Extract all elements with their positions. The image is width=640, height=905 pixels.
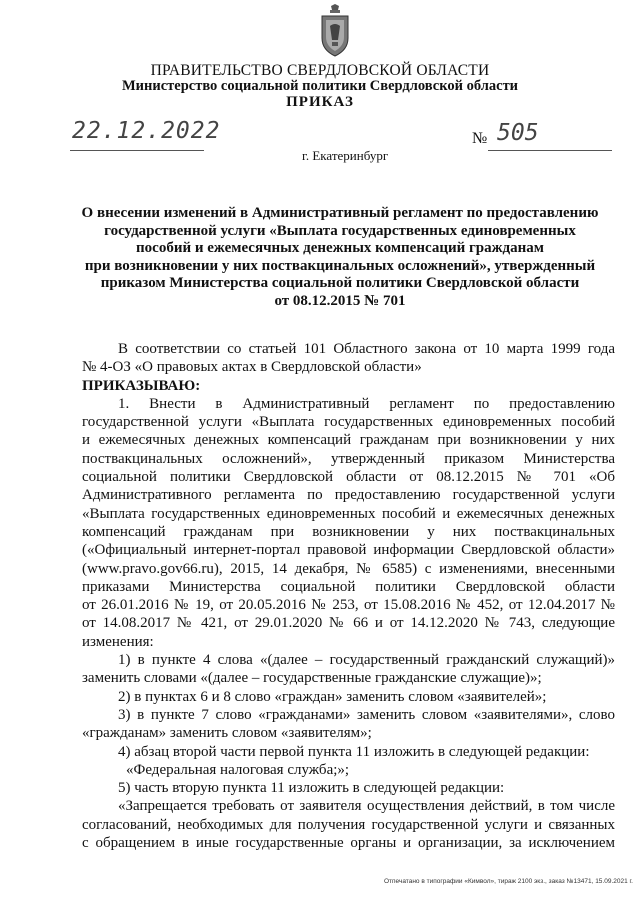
order-word: ПРИКАЗЫВАЮ: bbox=[82, 377, 201, 394]
subitem-line: «гражданам» заменить словом «заявителям»; bbox=[82, 725, 372, 742]
print-footer: Отпечатано в типографии «Кимвол», тираж 2100 экз., заказ №13471, 15.09.2021 г. bbox=[384, 878, 633, 885]
subitem-text: «Запрещается требовать от заявителя осуществления действий, в том числе bbox=[118, 798, 615, 815]
number-sign: № bbox=[472, 130, 488, 147]
number-underline bbox=[488, 150, 612, 151]
order-number: 505 bbox=[497, 120, 539, 146]
document-body bbox=[82, 340, 615, 852]
order-date: 22.12.2022 bbox=[72, 118, 221, 144]
title-line: приказом Министерства социальной политики Свердловской области bbox=[100, 275, 580, 291]
subitem-line: 2) в пунктах 6 и 8 слово «граждан» заменить словом «заявителей»; bbox=[118, 688, 547, 705]
preamble-line: № 4-ОЗ «О правовых актах в Свердловской области» bbox=[82, 359, 422, 376]
item1-line: 1. Внести в Административный регламент по предоставлению bbox=[118, 395, 615, 412]
subitem-line: заменить словами «(далее – государственные гражданские служащие)»; bbox=[82, 670, 542, 687]
subitem-line: 1) в пункте 4 слова «(далее – государственный гражданский служащий)» bbox=[118, 652, 615, 669]
subitem-line: 4) абзац второй части первой пункта 11 изложить в следующей редакции: bbox=[118, 743, 590, 760]
title-line: О внесении изменений в Административный регламент по предоставлению bbox=[81, 205, 599, 221]
preamble-line: В соответствии со статьей 101 Областного закона от 10 марта 1999 года bbox=[118, 341, 615, 357]
subitem-line: 3) в пункте 7 слово «гражданами» заменить словом «заявителями», слово bbox=[118, 706, 615, 723]
subitem-text: согласований, необходимых для получения государственной услуги и связанных bbox=[82, 816, 615, 833]
item1-line: («Официальный интернет-портал правовой информации Свердловской области» bbox=[82, 542, 615, 559]
title-line: при возникновении у них поствакцинальных осложнений», утвержденный bbox=[84, 257, 596, 274]
date-underline bbox=[70, 150, 204, 151]
item1-line: компенсаций гражданам при возникновении у них поствакцинальных bbox=[82, 523, 615, 540]
coat-of-arms-icon bbox=[318, 4, 352, 58]
title-line: государственной услуги «Выплата государственных единовременных bbox=[104, 222, 576, 239]
document-type: ПРИКАЗ bbox=[286, 94, 354, 110]
city: г. Екатеринбург bbox=[302, 148, 389, 163]
item1-line: приказами Министерства социальной политики Свердловской области bbox=[82, 578, 615, 595]
title-line: пособий и ежемесячных денежных компенсаций гражданам bbox=[136, 240, 544, 256]
item1-line: «Выплата государственных единовременных пособий и ежемесячных денежных bbox=[82, 505, 615, 522]
item1-line: поствакцинальных осложнений», утвержденный приказом Министерства bbox=[82, 450, 615, 467]
ministry-name: Министерство социальной политики Свердловской области bbox=[121, 78, 519, 94]
item1-line: от 14.08.2017 № 421, от 29.01.2020 № 66 и от 14.12.2020 № 743, следующие bbox=[82, 615, 615, 632]
item1-line: (www.pravo.gov66.ru), 2015, 14 декабря, № 6585) с изменениями, внесенными bbox=[82, 560, 615, 577]
item1-line: государственной услуги «Выплата государственных единовременных пособий bbox=[82, 414, 615, 431]
subitem-text: с обращением в иные государственные органы и организации, за исключением bbox=[82, 835, 615, 852]
item1-line: Административного регламента по предоставлению государственной услуги bbox=[82, 487, 615, 504]
document-title bbox=[70, 205, 610, 310]
item1-line: социальной политики Свердловской области от 08.12.2015 № 701 «Об bbox=[82, 469, 615, 486]
subitem-quote: «Федеральная налоговая служба;»; bbox=[126, 761, 350, 778]
item1-line: и ежемесячных денежных компенсаций гражданам при возникновении у них bbox=[82, 432, 615, 449]
title-line: от 08.12.2015 № 701 bbox=[274, 292, 406, 309]
subitem-line: 5) часть вторую пункта 11 изложить в следующей редакции: bbox=[118, 780, 505, 797]
item1-line: изменения: bbox=[82, 633, 154, 650]
item1-line: от 26.01.2016 № 19, от 20.05.2016 № 253, от 15.08.2016 № 452, от 12.04.2017 № bbox=[82, 597, 615, 614]
government-name: ПРАВИТЕЛЬСТВО СВЕРДЛОВСКОЙ ОБЛАСТИ bbox=[150, 62, 490, 79]
